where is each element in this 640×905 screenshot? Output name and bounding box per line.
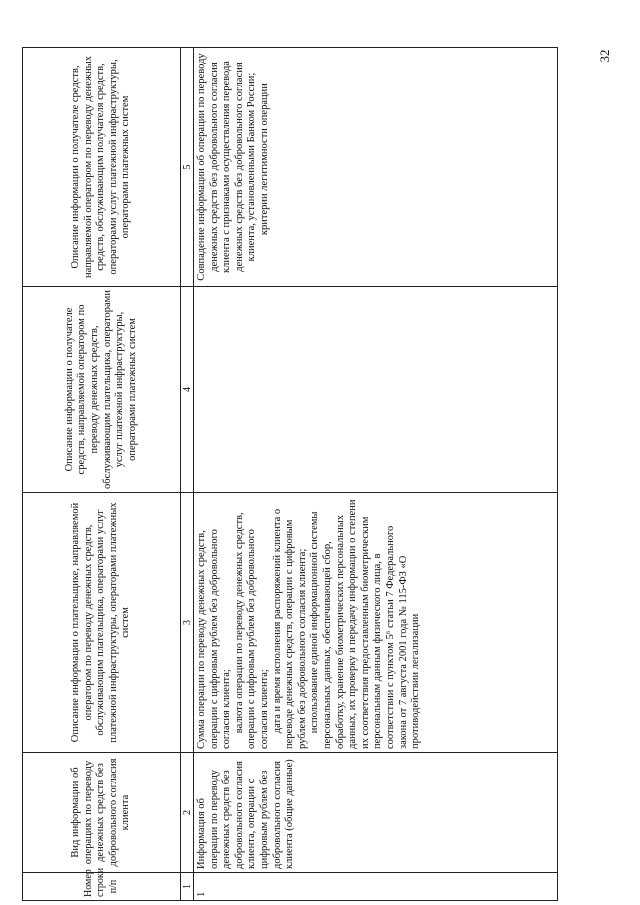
rotated-table-container <box>22 48 558 901</box>
operations-info-table <box>22 47 558 901</box>
column-index: 3 <box>181 493 194 753</box>
column-index-row <box>181 48 194 901</box>
header-recipient-info-payer-operator: Описание информации о получателе средств, направляемой оператором по переводу денежных средств, обслуживающим плательщика, операторами услуг платежной инфраструктуры, операторами платежных систем <box>23 287 181 493</box>
header-info-kind: Вид информации об операциях по переводу денежных средств без добровольного согласия клиента <box>23 753 181 873</box>
column-index: 2 <box>181 753 194 873</box>
header-recipient-info-recipient-operator: Описание информации о получателе средств, направляемой оператором по переводу денежных средств, обслуживающим получателя средств, операторами услуг платежной инфраструктуры, операторами платежных систем <box>23 48 181 287</box>
payer-info-cell: Сумма операции по переводу денежных средств, операции с цифровым рублем без добровольного согласия клиента; валюта операции по переводу денежных средств, операции с цифровым рублем без добровольного согласия клиента; дата и время исполнения распоряжений клиента о переводе денежных средств, операции с цифровым рублем без добровольного согласия клиента; использование единой информационной системы персональных данных, обеспечивающей сбор, обработку, хранение биометрических персональных данных, их проверку и передачу информации о степени их соответствия предоставленным биометрическим персональным данным физического лица, в соответствии с пунктом 5⁶ статьи 7 Федерального закона от 7 августа 2001 года № 115-ФЗ «О противодействии легализации <box>194 493 558 753</box>
column-index: 4 <box>181 287 194 493</box>
header-payer-info: Описание информации о плательщике, направляемой оператором по переводу денежных средств, обслуживающим плательщика, операторами услуг платежной инфраструктуры, операторами платежных систем <box>23 493 181 753</box>
info-kind-cell: Информация об операции по переводу денежных средств без добровольного согласия клиента, операции с цифровым рублем без добровольного согласия клиента (общие данные) <box>194 753 558 873</box>
row-number: 1 <box>194 873 558 901</box>
column-index: 1 <box>181 873 194 901</box>
recipient-info-recipient-operator-cell: Совпадение информации об операции по переводу денежных средств без добровольного согласия клиента с признаками осуществления перевода денежных средств без добровольного согласия клиента, установленными Банком России; критерии легитимности операции <box>194 48 558 287</box>
header-row-number: Номер строки п/п <box>23 873 181 901</box>
page-number: 32 <box>597 49 612 63</box>
table-header-row <box>23 48 181 901</box>
column-index: 5 <box>181 48 194 287</box>
recipient-info-payer-operator-cell <box>194 287 558 493</box>
table-row <box>194 48 558 901</box>
